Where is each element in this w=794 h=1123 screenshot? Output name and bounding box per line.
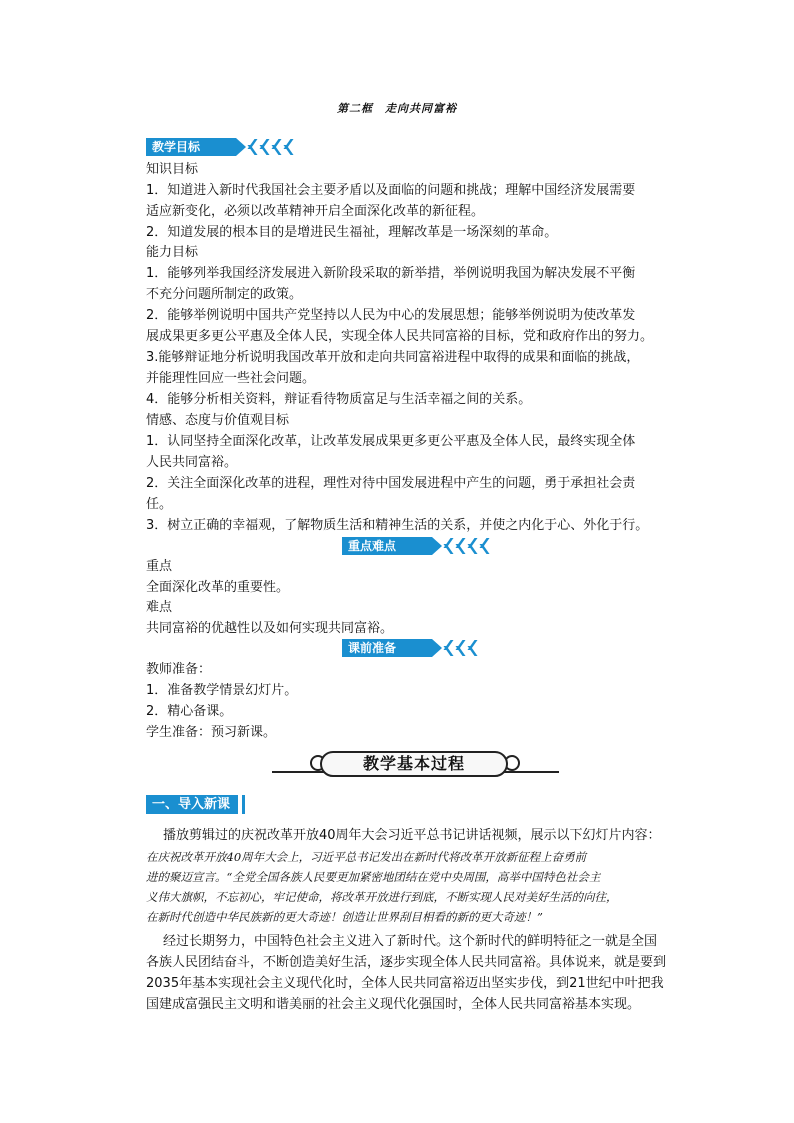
section-label: 课前准备 [342,639,432,657]
text-line: 1．准备教学情景幻灯片。 [146,683,298,698]
section-label: 一、导入新课 [146,795,238,814]
text-line: 并能理性回应一些社会问题。 [146,371,316,386]
text-line: 4．能够分析相关资料，辩证看待物质富足与生活幸福之间的关系。 [146,392,532,407]
text-line: 不充分问题所制定的政策。 [146,287,303,302]
process-banner [272,751,559,778]
bar-icon [242,795,251,814]
section-label: 教学目标 [146,138,236,156]
text-line: 1．知道进入新时代我国社会主要矛盾以及面临的问题和挑战；理解中国经济发展需要 [146,183,636,198]
text-line: 2．关注全面深化改革的进程，理性对待中国发展进程中产生的问题，勇于承担社会责 [146,476,636,491]
text-line: 各族人民团结奋斗，不断创造美好生活，逐步实现全体人民共同富裕。具体说来，就是要到 [146,955,667,970]
text-line: 3.能够辩证地分析说明我国改革开放和走向共同富裕进程中取得的成果和面临的挑战， [146,350,640,365]
text-line: 人民共同富裕。 [146,455,238,470]
page-title [0,100,794,116]
text-line: 全面深化改革的重要性。 [146,580,290,595]
text-line: 1．认同坚持全面深化改革，让改革发展成果更多更公平惠及全体人民，最终实现全体 [146,434,636,449]
text-line: 共同富裕的优越性以及如何实现共同富裕。 [146,621,394,636]
section-header-prep [342,638,480,658]
text-line: 教师准备： [146,662,212,677]
chevron-left-icon [444,538,492,554]
text-line: 2035年基本实现社会主义现代化时，全体人民共同富裕迈出坚实步伐，到21世纪中叶把我 [146,976,664,991]
section-label: 重点难点 [342,537,432,555]
section-header-goals [146,137,296,157]
section-header-intro [146,795,251,814]
text-line: 经过长期努力，中国特色社会主义进入了新时代。这个新时代的鲜明特征之一就是全国 [163,934,658,949]
section-header-key-points [342,536,492,556]
text-line: 3．树立正确的幸福观，了解物质生活和精神生活的关系，并使之内化于心、外化于行。 [146,518,649,533]
banner-rule [497,771,559,773]
text-line: 难点 [146,600,173,615]
quote-line: 进的聚迈宣言。“全党全国各族人民要更加紧密地团结在党中央周围，高举中国特色社会主 [146,870,601,884]
title-part: 第二框 [337,102,373,115]
text-line: 国建成富强民主文明和谐美丽的社会主义现代化强国时，全体人民共同富裕基本实现。 [146,997,641,1012]
text-line: 2．精心备课。 [146,704,233,719]
text-line: 1．能够列举我国经济发展进入新阶段采取的新举措，举例说明我国为解决发展不平衡 [146,266,636,281]
text-line: 适应新变化，必须以改革精神开启全面深化改革的新征程。 [146,204,485,219]
text-line: 播放剪辑过的庆祝改革开放40周年大会习近平总书记讲话视频，展示以下幻灯片内容： [163,828,661,843]
banner-title: 教学基本过程 [320,751,508,777]
quote-line: 义伟大旗帜，不忘初心，牢记使命，将改革开放进行到底，不断实现人民对美好生活的向往， [146,890,618,904]
text-line: 知识目标 [146,162,199,177]
text-line: 展成果更多更公平惠及全体人民，实现全体人民共同富裕的目标，党和政府作出的努力。 [146,329,654,344]
chevron-left-icon [248,139,296,155]
text-line: 学生准备：预习新课。 [146,725,277,740]
text-line: 能力目标 [146,245,199,260]
title-part: 走向共同富裕 [385,102,457,115]
text-line: 情感、态度与价值观目标 [146,413,290,428]
text-line: 2．知道发展的根本目的是增进民生福祉，理解改革是一场深刻的革命。 [146,225,558,240]
text-line: 任。 [146,497,173,512]
quote-line: 在新时代创造中华民族新的更大奇迹！创造让世界刮目相看的新的更大奇迹！” [146,910,543,924]
text-line: 重点 [146,559,173,574]
text-line: 2．能够举例说明中国共产党坚持以人民为中心的发展思想；能够举例说明为使改革发 [146,308,636,323]
quote-line: 在庆祝改革开放40周年大会上，习近平总书记发出在新时代将改革开放新征程上奋勇前 [146,850,587,864]
chevron-left-icon [444,640,480,656]
